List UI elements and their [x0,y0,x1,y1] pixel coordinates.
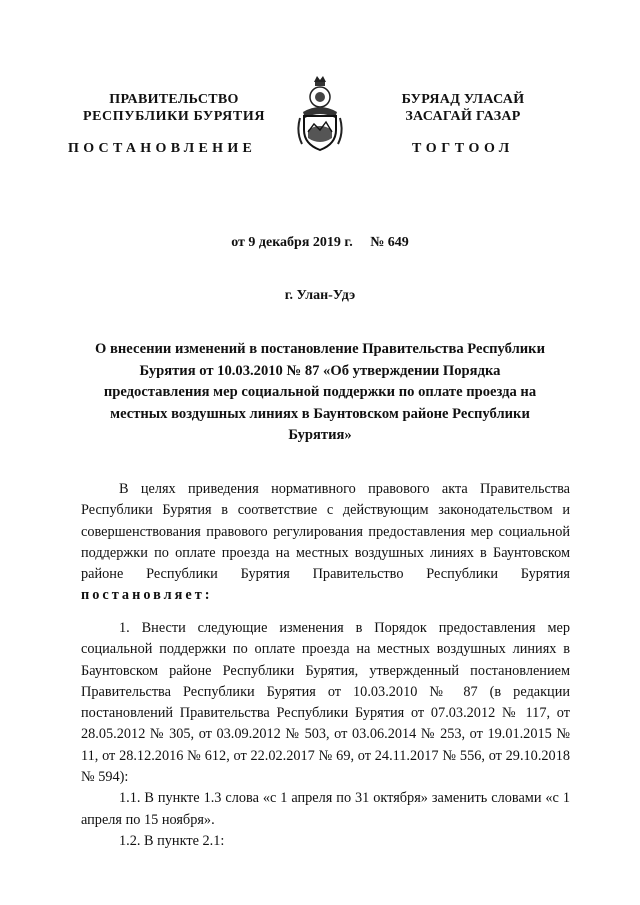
republic-of-buryatia-emblem-icon [294,72,346,156]
resolves-word: постановляет: [81,587,213,604]
preamble-paragraph [81,479,570,607]
decree-type-bua: ТОГТООЛ [412,141,514,156]
decree-date-line [0,235,640,251]
header-right-line2: ЗАСАГАЙ ГАЗАР [405,109,521,124]
decree-items [81,618,570,852]
item-1-2: 1.2. В пункте 2.1: [119,832,225,849]
header-left-line2: РЕСПУБЛИКИ БУРЯТИЯ [82,109,266,124]
preamble [81,479,570,607]
item-1: 1. Внести следующие изменения в Порядок предоставления мер социальной поддержки по оплате проезда на местных воздушных линиях в Баунтовском районе Республики Бурятия, утвержденный постановлением Правительства Республики Бурятия от 10.03.2010 № 87 (в редакции постановлений Правительства Республики Бурятия от 07.03.2012 № 117, от 28.05.2012 № 305, от 03.09.2012 № 503, от 03.06.2014 № 253, от 19.01.2015 № 11, от 28.12.2016 № 612, от 22.02.2017 № 69, от 24.11.2017 № 556, от 29.10.2018 № 594): [81,620,570,786]
item-1-1: 1.1. В пункте 1.3 слова «с 1 апреля по 31 октября» заменить словами «с 1 апреля по 15 ноября». [81,790,570,828]
decree-number: № 649 [370,235,409,250]
decree-city: г. Улан-Удэ [284,288,356,303]
preamble-text: В целях приведения нормативного правового акта Правительства Республики Бурятия в соответствие с действующим законодательством и совершенствования правового регулирования предоставления мер социальной поддержки по оплате проезда на местных воздушных линиях в Баунтовском районе Республики Бурятия Правительство Республики Бурятия [81,481,570,583]
header-left-org [80,91,268,125]
header-right-org [370,91,556,125]
decree-date: от 9 декабря 2019 г. [231,235,353,250]
header-left-line1: ПРАВИТЕЛЬСТВО [109,92,239,107]
decree-title: О внесении изменений в постановление Правительства Республики Бурятия от 10.03.2010 № 87 «Об утверждении Порядка предоставления мер социальной поддержки по оплате проезда на местных воздушных линиях в Баунтовском районе Республики Бурятия» [95,341,545,443]
header-right-line1: БУРЯАД УЛАСАЙ [401,92,525,107]
decree-type-ru: ПОСТАНОВЛЕНИЕ [68,141,257,156]
